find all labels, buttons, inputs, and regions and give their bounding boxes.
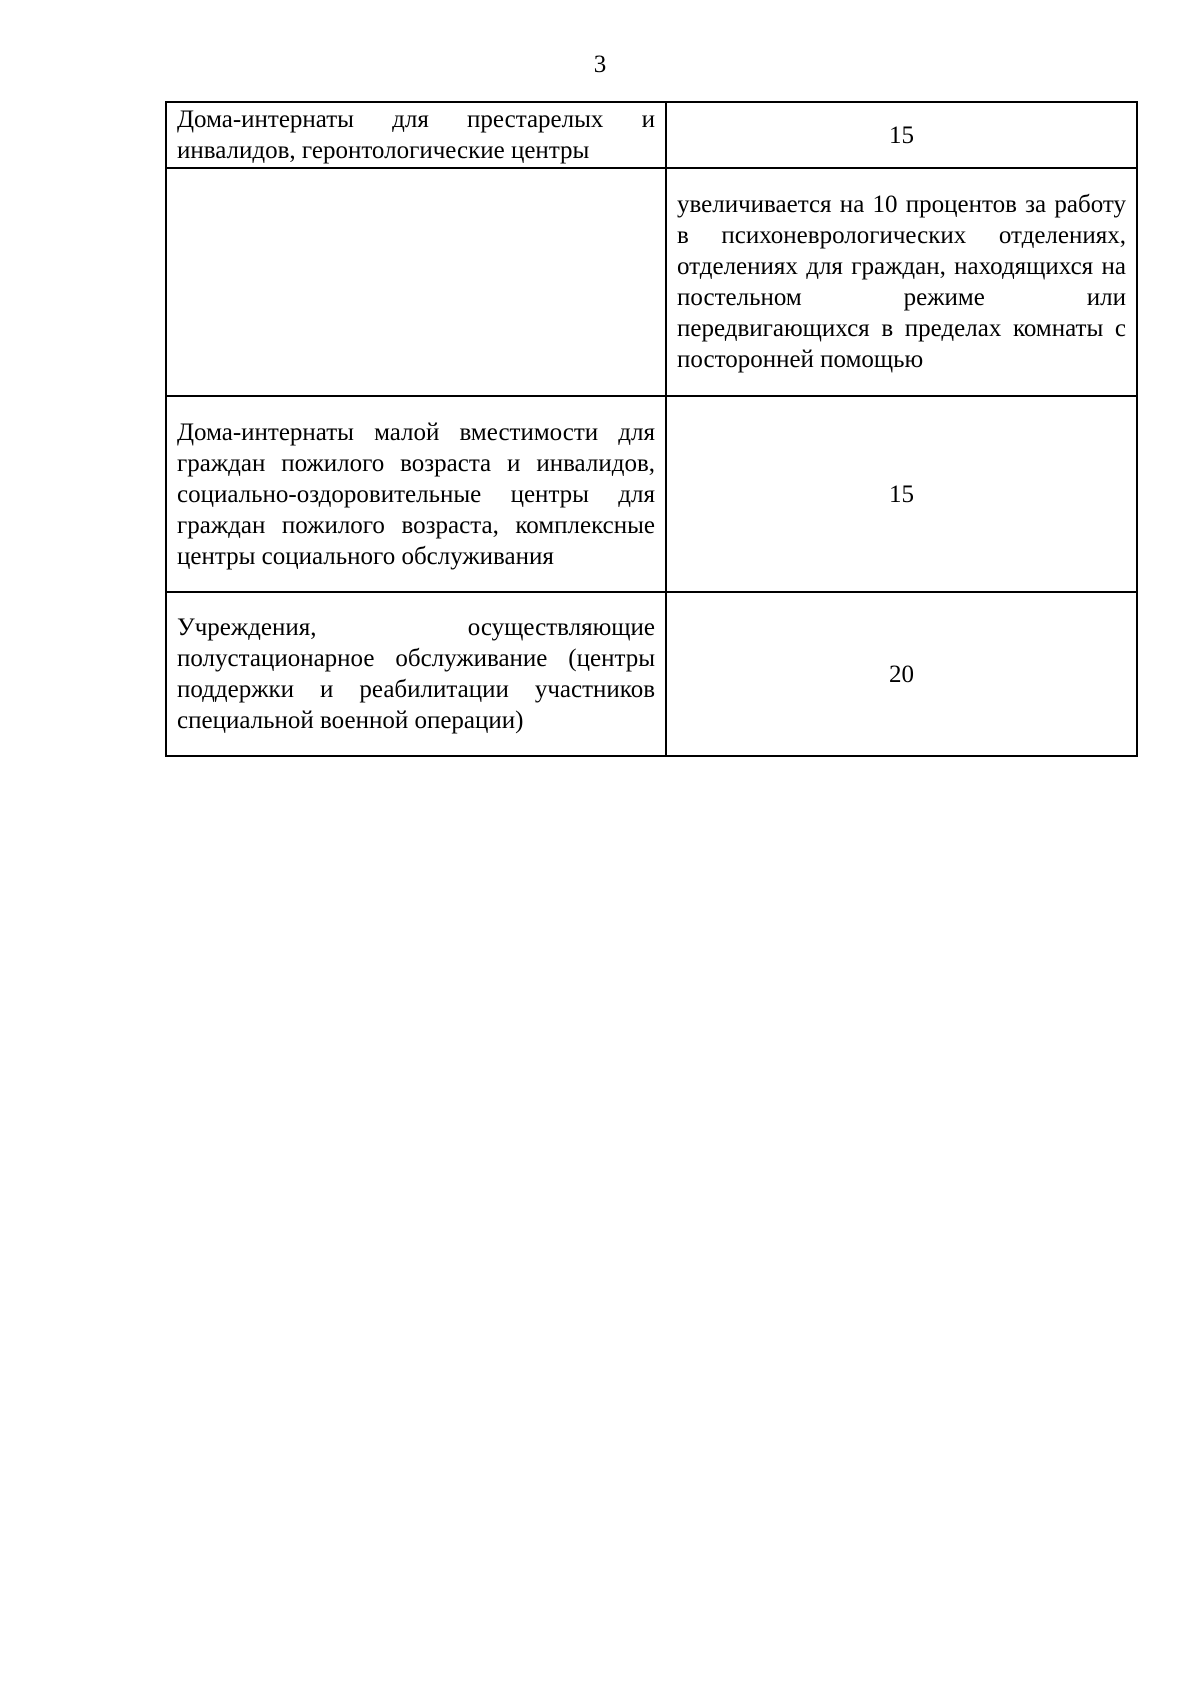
value-cell: 20 (666, 592, 1137, 756)
table-row (166, 592, 1137, 756)
value-cell: 15 (666, 396, 1137, 592)
page-number: 3 (593, 51, 607, 78)
note-cell: увеличивается на 10 процентов за работу в психоневрологических отделениях, отделениях для граждан, находящихся на постельном режиме или передвигающихся в пределах комнаты с посторонней помощью (666, 168, 1137, 396)
rates-table (165, 101, 1138, 757)
institution-cell: Дома-интернаты для престарелых и инвалидов, геронтологические центры (166, 102, 666, 168)
table-row (166, 102, 1137, 168)
table-row (166, 168, 1137, 396)
institution-cell: Учреждения, осуществляющие полустационарное обслуживание (центры поддержки и реабилитации участников специальной военной операции) (166, 592, 666, 756)
institution-cell-empty (166, 168, 666, 396)
value-cell: 15 (666, 102, 1137, 168)
table-row (166, 396, 1137, 592)
institution-cell: Дома-интернаты малой вместимости для граждан пожилого возраста и инвалидов, социально-оздоровительные центры для граждан пожилого возраста, комплексные центры социального обслуживания (166, 396, 666, 592)
